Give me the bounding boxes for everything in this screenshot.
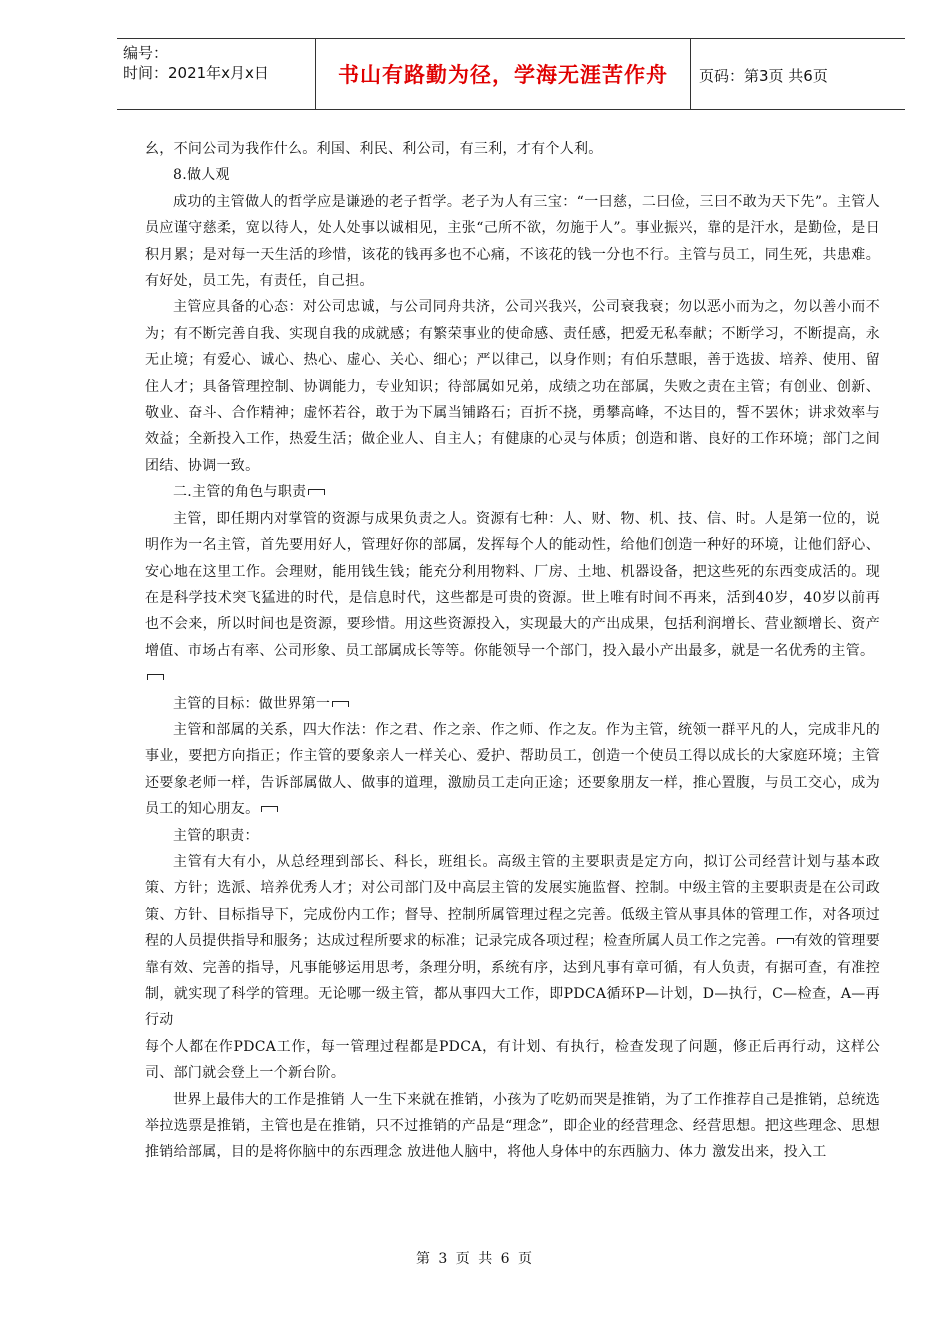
body-paragraph: 成功的主管做人的哲学应是谦逊的老子哲学。老子为人有三宝：“一曰慈，二曰俭，三曰不敢为天下先”。主管人员应谨守慈柔，宽以待人，处人处事以诚相见，主张“己所不欲，勿施于人”。事业振兴，靠的是汗水，是勤俭，是日积月累；是对每一天生活的珍惜，该花的钱再多也不心痛，不该花的钱一分也不行。主管与员工，同生死，共患难。有好处，员工先，有责任，自己担。 (145, 193, 880, 290)
bookmark-marker (332, 701, 349, 707)
page-footer: 第 3 页 共 6 页 (415, 1251, 535, 1267)
bookmark-marker (147, 674, 164, 680)
header-motto: 书山有路勤为径，学海无涯苦作舟 (338, 63, 668, 87)
bookmark-marker (777, 938, 794, 944)
body-paragraph: 每个人都在作PDCA工作，每一管理过程都是PDCA，有计划、有执行，检查发现了问题，修正后再行动，这样公司、部门就会登上一个新台阶。 (145, 1038, 880, 1082)
document-body (145, 136, 880, 1166)
body-paragraph: 主管和部属的关系，四大作法：作之君、作之亲、作之师、作之友。作为主管，统领一群平凡的人，完成非凡的事业，要把方向指正；作主管的要象亲人一样关心、爱护、帮助员工，创造一个使员工得以成长的大家庭环境；主管还要象老师一样，告诉部属做人、做事的道理，激励员工走向正途；还要象朋友一样，推心置腹，与员工交心，成为员工的知心朋友。 (145, 721, 880, 818)
section-heading: 二.主管的角色与职责 (145, 479, 880, 505)
header-meta (123, 43, 313, 83)
header-motto-cell (315, 39, 691, 109)
section-heading: 8.做人观 (173, 167, 230, 184)
document-header (117, 38, 905, 110)
body-paragraph: 主管的目标：做世界第一 (145, 691, 880, 717)
body-paragraph: 主管应具备的心态：对公司忠诚，与公司同舟共济，公司兴我兴，公司衰我衰；勿以恶小而为之，勿以善小而不为；有不断完善自我、实现自我的成就感；有繁荣事业的使命感、责任感，把爱无私奉献；不断学习，不断提高，永无止境；有爱心、诚心、热心、虚心、关心、细心；严以律己，以身作则；有伯乐慧眼，善于选拔、培养、使用、留住人才；具备管理控制、协调能力，专业知识；待部属如兄弟，成绩之功在部属，失败之责在主管；有创业、创新、敬业、奋斗、合作精神；虚怀若谷，敢于为下属当铺路石；百折不挠，勇攀高峰，不达目的，誓不罢休；讲求效率与效益；全新投入工作，热爱生活；做企业人、自主人；有健康的心灵与体质；创造和谐、良好的工作环境；部门之间团结、协调一致。 (145, 299, 880, 474)
header-time-label: 时间：2021年x月x日 (123, 64, 269, 82)
body-paragraph: 主管有大有小，从总经理到部长、科长，班组长。高级主管的主要职责是定方向，拟订公司经营计划与基本政策、方针；选派、培养优秀人才；对公司部门及中高层主管的发展实施监督、控制。中级主管的主要职责是在公司政策、方针、目标指导下，完成份内工作；督导、控制所属管理过程之完善。低级主管从事具体的管理工作，对各项过程的人员提供指导和服务；达成过程所要求的标准；记录完成各项过程；检查所属人员工作之完善。 有效的管理要靠有效、完善的指导，凡事能够运用思考，条理分明，系统有序，达到凡事有章可循，有人负责，有据可查，有准控制，就实现了科学的管理。无论哪一级主管，都从事四大工作，即PDCA循环P—计划，D—执行，C—检查，A—再行动 (145, 853, 880, 1029)
bookmark-marker (261, 806, 278, 812)
bookmark-line (145, 664, 880, 690)
body-paragraph: 主管，即任期内对掌管的资源与成果负责之人。资源有七种：人、财、物、机、技、信、时。人是第一位的，说明作为一名主管，首先要用好人，管理好你的部属，发挥每个人的能动性，给他们创造一种好的环境，让他们舒心、安心地在这里工作。会理财，能用钱生钱；能充分利用物料、厂房、土地、机器设备，把这些死的东西变成活的。现在是科学技术突飞猛进的时代，是信息时代，这些都是可贵的资源。世上唯有时间不再来，活到40岁，40岁以前再也不会来，所以时间也是资源，要珍惜。用这些资源投入，实现最大的产出成果，包括利润增长、营业额增长、资产增值、市场占有率、公司形象、员工部属成长等等。你能领导一个部门，投入最小产出最多，就是一名优秀的主管。 (145, 510, 880, 659)
body-paragraph: 世界上最伟大的工作是推销 人一生下来就在推销，小孩为了吃奶而哭是推销，为了工作推荐自己是推销，总统选举拉选票是推销，主管也是在推销，只不过推销的产品是“理念”，即企业的经营理念、经营思想。把这些理念、思想推销给部属，目的是将你脑中的东西理念 放进他人脑中，将他人身体中的东西脑力、体力 激发出来，投入工 (145, 1091, 880, 1161)
bookmark-marker (308, 489, 325, 495)
header-number-label: 编号： (123, 44, 169, 62)
body-paragraph: 幺，不问公司为我作什么。利国、利民、利公司，有三利，才有个人利。 (145, 141, 603, 157)
header-page-label: 页码：第3页 共6页 (699, 67, 828, 85)
body-paragraph: 主管的职责： (173, 827, 259, 844)
